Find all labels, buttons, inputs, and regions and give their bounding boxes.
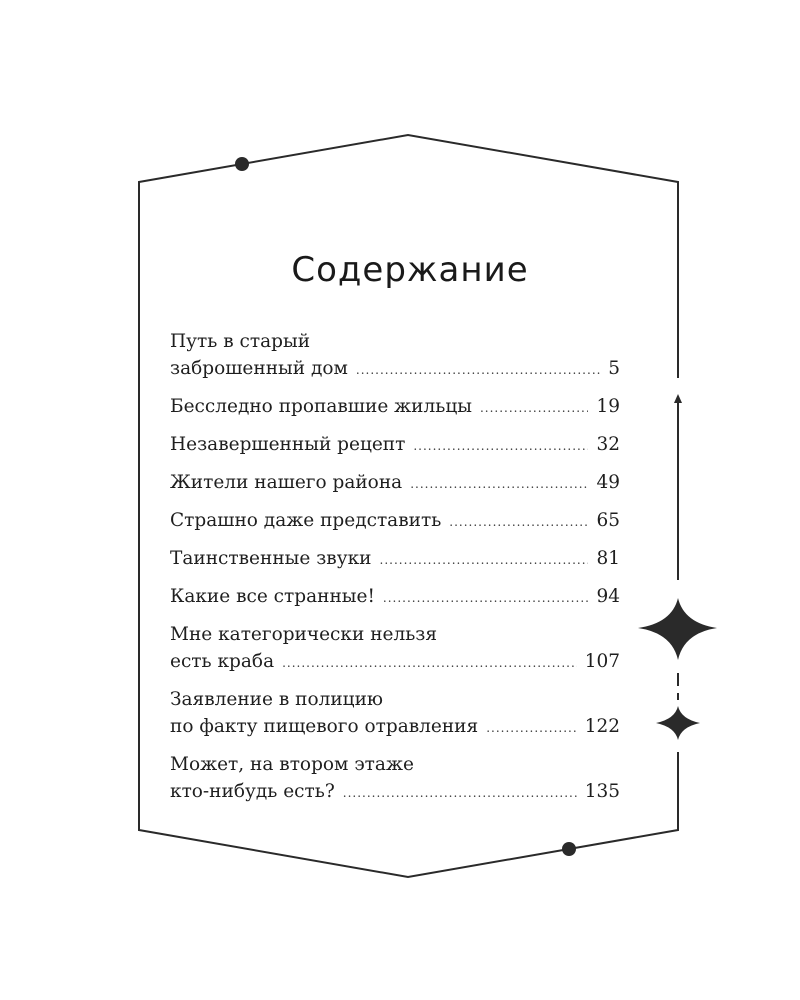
bead-icon [235, 157, 249, 171]
star-icon [638, 598, 717, 660]
toc-entry-title: кто-нибудь есть? [170, 781, 335, 802]
dot-leader [410, 471, 588, 498]
toc-entry-title: Жители нашего района [170, 472, 403, 493]
toc-entry-title: по факту пищевого отравления [170, 716, 479, 737]
toc-entry-page: 49 [596, 472, 620, 493]
dot-leader [356, 357, 600, 384]
toc-entry-title: есть краба [170, 651, 275, 672]
toc-entry-page: 122 [584, 716, 620, 737]
arrow-up-icon [674, 394, 682, 403]
small-star-icon [656, 706, 700, 740]
dot-leader [449, 509, 588, 536]
toc-entry [170, 751, 620, 807]
toc-entry [170, 469, 620, 498]
toc-entry-page: 65 [596, 510, 620, 531]
toc-entry-title: Страшно даже представить [170, 510, 442, 531]
dot-leader [282, 650, 577, 677]
toc-entry-title: Может, на втором этаже [170, 754, 414, 775]
toc-entry-title: Заявление в полицию [170, 689, 384, 710]
toc-entry [170, 393, 620, 422]
toc-entry-page: 19 [596, 396, 620, 417]
toc-entry [170, 686, 620, 742]
toc-entry-page: 107 [584, 651, 620, 672]
page-title: Содержание [291, 250, 529, 290]
toc-entry-title: Незавершенный рецепт [170, 434, 406, 455]
toc-entry-title: Мне категорически нельзя [170, 624, 438, 645]
toc-entry-title: заброшенный дом [170, 358, 348, 379]
toc-entry-title: Бесследно пропавшие жильцы [170, 396, 472, 417]
toc-entry-page: 81 [596, 548, 620, 569]
toc-entry [170, 431, 620, 460]
dot-leader [486, 715, 577, 742]
toc-entry [170, 621, 620, 677]
toc-entry [170, 328, 620, 384]
toc-entry-page: 94 [596, 586, 620, 607]
dot-leader [413, 433, 588, 460]
toc-entry-title: Путь в старый [170, 331, 311, 352]
toc-entry [170, 545, 620, 574]
toc-entry [170, 583, 620, 612]
toc-entry-page: 5 [608, 358, 620, 379]
toc-entry-page: 32 [596, 434, 620, 455]
dot-leader [380, 547, 589, 574]
dot-leader [383, 585, 589, 612]
dot-leader [480, 395, 589, 422]
table-of-contents [170, 328, 620, 816]
toc-entry-title: Какие все странные! [170, 586, 375, 607]
toc-entry [170, 507, 620, 536]
toc-entry-title: Таинственные звуки [170, 548, 372, 569]
bead-icon [562, 842, 576, 856]
dot-leader [343, 780, 577, 807]
toc-entry-page: 135 [584, 781, 620, 802]
